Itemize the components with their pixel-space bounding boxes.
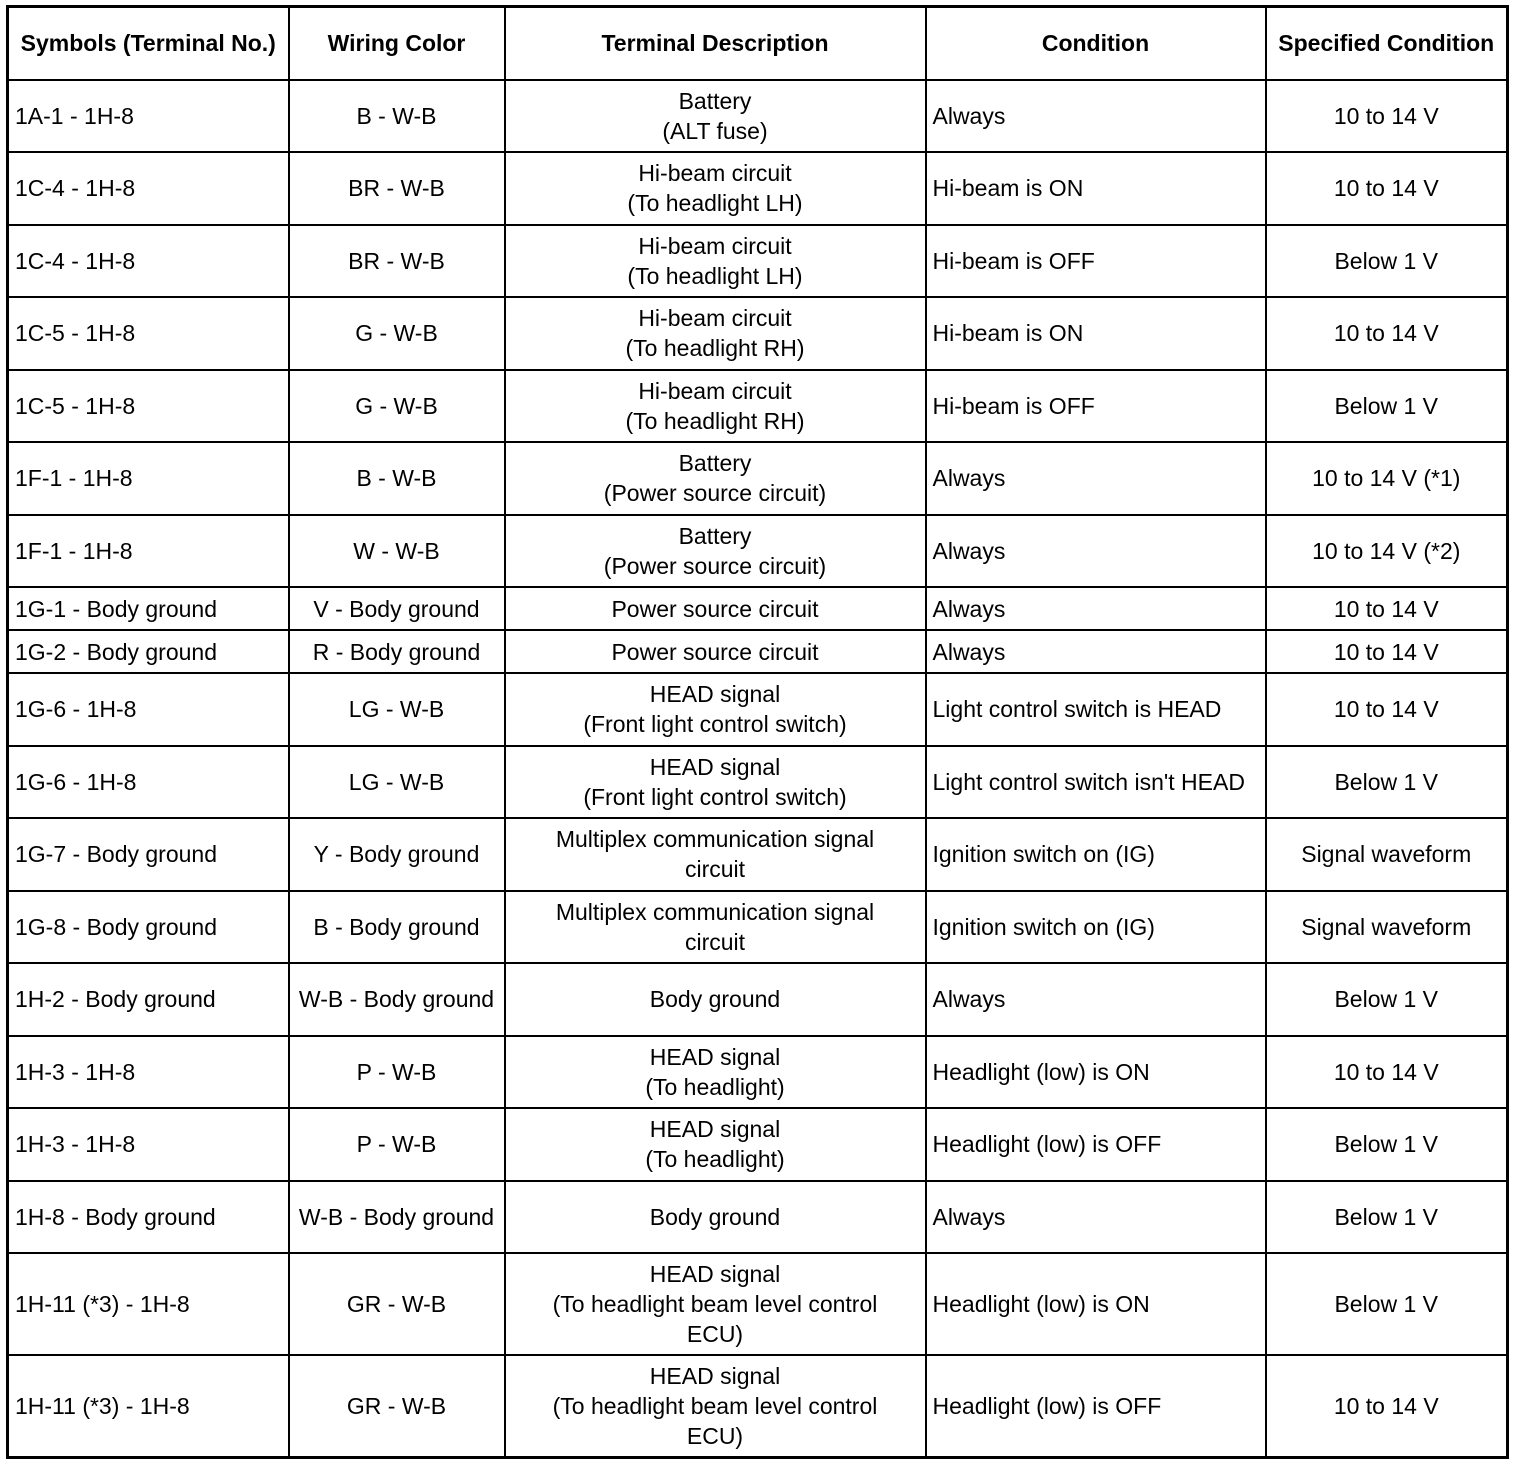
table-row: [8, 225, 1508, 298]
description-line: Battery: [678, 522, 752, 549]
cell-wiring-color: GR - W-B: [289, 1253, 505, 1355]
description-line: Body ground: [649, 1203, 781, 1230]
table-row: [8, 891, 1508, 964]
table-row: [8, 1355, 1508, 1457]
description-line: Hi-beam circuit: [638, 232, 792, 259]
description-line: (Front light control switch): [583, 711, 847, 738]
cell-terminal-description: [505, 963, 926, 1036]
cell-condition: Always: [926, 515, 1266, 588]
cell-terminal-description: [505, 225, 926, 298]
cell-terminal-description: [505, 80, 926, 153]
cell-terminal-description: [505, 297, 926, 370]
cell-condition: Always: [926, 442, 1266, 515]
cell-symbols: 1F-1 - 1H-8: [8, 442, 289, 515]
cell-terminal-description: [505, 673, 926, 746]
cell-wiring-color: G - W-B: [289, 297, 505, 370]
description-line: HEAD signal: [649, 1261, 781, 1287]
cell-condition: Ignition switch on (IG): [926, 818, 1266, 891]
description-line: Power source circuit: [611, 595, 819, 622]
table-row: [8, 152, 1508, 225]
description-line: (To headlight): [645, 1073, 785, 1100]
cell-terminal-description: [505, 515, 926, 588]
cell-wiring-color: BR - W-B: [289, 152, 505, 225]
description-line: ECU): [686, 1321, 744, 1347]
description-line: (To headlight beam level control: [552, 1392, 878, 1419]
description-line: (Power source circuit): [603, 552, 827, 579]
cell-wiring-color: B - W-B: [289, 80, 505, 153]
cell-specified-condition: 10 to 14 V: [1266, 587, 1508, 630]
table-row: [8, 515, 1508, 588]
description-line: Hi-beam circuit: [638, 377, 792, 404]
description-line: (To headlight RH): [625, 407, 805, 434]
description-line: (To headlight LH): [627, 262, 803, 289]
cell-symbols: 1G-6 - 1H-8: [8, 673, 289, 746]
cell-terminal-description: [505, 1253, 926, 1355]
header-condition: Condition: [926, 7, 1266, 80]
cell-terminal-description: [505, 587, 926, 630]
cell-wiring-color: W-B - Body ground: [289, 963, 505, 1036]
cell-symbols: 1G-1 - Body ground: [8, 587, 289, 630]
cell-condition: Ignition switch on (IG): [926, 891, 1266, 964]
description-line: Multiplex communication signal: [555, 826, 875, 853]
description-line: circuit: [684, 928, 746, 955]
description-line: Multiplex communication signal: [555, 898, 875, 925]
cell-condition: Light control switch isn't HEAD: [926, 746, 1266, 819]
description-line: HEAD signal: [649, 1362, 781, 1389]
header-row: [8, 7, 1508, 80]
cell-terminal-description: [505, 630, 926, 673]
cell-condition: Headlight (low) is ON: [926, 1036, 1266, 1109]
table-row: [8, 963, 1508, 1036]
header-symbols: Symbols (Terminal No.): [8, 7, 289, 80]
cell-condition: Headlight (low) is ON: [926, 1253, 1266, 1355]
cell-condition: Hi-beam is OFF: [926, 370, 1266, 443]
cell-terminal-description: [505, 1036, 926, 1109]
cell-specified-condition: Signal waveform: [1266, 818, 1508, 891]
description-line: Battery: [678, 450, 752, 477]
cell-symbols: 1F-1 - 1H-8: [8, 515, 289, 588]
cell-specified-condition: Below 1 V: [1266, 1253, 1508, 1355]
description-line: (Power source circuit): [603, 480, 827, 507]
cell-wiring-color: W-B - Body ground: [289, 1181, 505, 1254]
description-line: HEAD signal: [649, 1043, 781, 1070]
description-line: circuit: [684, 856, 746, 883]
cell-terminal-description: [505, 1108, 926, 1181]
cell-terminal-description: [505, 370, 926, 443]
description-line: (ALT fuse): [662, 117, 768, 144]
cell-condition: Always: [926, 80, 1266, 153]
table-row: [8, 370, 1508, 443]
cell-specified-condition: Below 1 V: [1266, 225, 1508, 298]
table-row: [8, 1108, 1508, 1181]
table-row: [8, 442, 1508, 515]
table-row: [8, 297, 1508, 370]
cell-wiring-color: Y - Body ground: [289, 818, 505, 891]
cell-wiring-color: B - W-B: [289, 442, 505, 515]
description-line: Hi-beam circuit: [638, 160, 792, 187]
table-row: [8, 746, 1508, 819]
description-line: Power source circuit: [611, 638, 819, 665]
cell-wiring-color: P - W-B: [289, 1036, 505, 1109]
cell-wiring-color: R - Body ground: [289, 630, 505, 673]
cell-symbols: 1H-11 (*3) - 1H-8: [8, 1253, 289, 1355]
cell-symbols: 1H-11 (*3) - 1H-8: [8, 1355, 289, 1457]
cell-specified-condition: 10 to 14 V: [1266, 630, 1508, 673]
cell-symbols: 1C-4 - 1H-8: [8, 225, 289, 298]
cell-specified-condition: 10 to 14 V (*2): [1266, 515, 1508, 588]
cell-terminal-description: [505, 746, 926, 819]
description-line: HEAD signal: [649, 753, 781, 780]
cell-symbols: 1G-6 - 1H-8: [8, 746, 289, 819]
cell-wiring-color: GR - W-B: [289, 1355, 505, 1457]
cell-specified-condition: Below 1 V: [1266, 746, 1508, 819]
cell-symbols: 1H-3 - 1H-8: [8, 1036, 289, 1109]
description-line: ECU): [686, 1422, 744, 1449]
cell-condition: Always: [926, 963, 1266, 1036]
cell-specified-condition: Below 1 V: [1266, 1108, 1508, 1181]
cell-symbols: 1G-8 - Body ground: [8, 891, 289, 964]
cell-specified-condition: 10 to 14 V: [1266, 1355, 1508, 1457]
cell-terminal-description: [505, 818, 926, 891]
cell-terminal-description: [505, 442, 926, 515]
cell-specified-condition: Below 1 V: [1266, 370, 1508, 443]
description-line: (To headlight): [645, 1146, 785, 1173]
cell-specified-condition: Signal waveform: [1266, 891, 1508, 964]
cell-symbols: 1C-5 - 1H-8: [8, 297, 289, 370]
cell-symbols: 1H-3 - 1H-8: [8, 1108, 289, 1181]
cell-wiring-color: G - W-B: [289, 370, 505, 443]
cell-condition: Headlight (low) is OFF: [926, 1355, 1266, 1457]
description-line: (To headlight beam level control: [552, 1291, 878, 1317]
cell-specified-condition: 10 to 14 V: [1266, 1036, 1508, 1109]
description-line: Battery: [678, 87, 752, 114]
cell-terminal-description: [505, 1355, 926, 1457]
cell-symbols: 1H-8 - Body ground: [8, 1181, 289, 1254]
cell-specified-condition: Below 1 V: [1266, 1181, 1508, 1254]
table-row: [8, 80, 1508, 153]
cell-specified-condition: 10 to 14 V (*1): [1266, 442, 1508, 515]
cell-specified-condition: 10 to 14 V: [1266, 673, 1508, 746]
table-row: [8, 1181, 1508, 1254]
description-line: (To headlight RH): [625, 335, 805, 362]
cell-wiring-color: P - W-B: [289, 1108, 505, 1181]
table-row: [8, 587, 1508, 630]
cell-wiring-color: LG - W-B: [289, 746, 505, 819]
description-line: (Front light control switch): [583, 783, 847, 810]
description-line: Body ground: [649, 986, 781, 1013]
description-line: Hi-beam circuit: [638, 305, 792, 332]
cell-wiring-color: BR - W-B: [289, 225, 505, 298]
cell-terminal-description: [505, 1181, 926, 1254]
cell-wiring-color: B - Body ground: [289, 891, 505, 964]
header-wiring-color: Wiring Color: [289, 7, 505, 80]
table-row: [8, 1036, 1508, 1109]
table-row: [8, 673, 1508, 746]
cell-condition: Headlight (low) is OFF: [926, 1108, 1266, 1181]
cell-condition: Always: [926, 630, 1266, 673]
cell-symbols: 1C-4 - 1H-8: [8, 152, 289, 225]
cell-terminal-description: [505, 891, 926, 964]
cell-wiring-color: V - Body ground: [289, 587, 505, 630]
cell-specified-condition: Below 1 V: [1266, 963, 1508, 1036]
cell-condition: Hi-beam is ON: [926, 152, 1266, 225]
cell-specified-condition: 10 to 14 V: [1266, 152, 1508, 225]
description-line: (To headlight LH): [627, 190, 803, 217]
cell-symbols: 1G-2 - Body ground: [8, 630, 289, 673]
cell-wiring-color: LG - W-B: [289, 673, 505, 746]
description-line: HEAD signal: [649, 1116, 781, 1143]
table-body: [8, 80, 1508, 1458]
cell-wiring-color: W - W-B: [289, 515, 505, 588]
cell-specified-condition: 10 to 14 V: [1266, 80, 1508, 153]
table-row: [8, 630, 1508, 673]
cell-symbols: 1H-2 - Body ground: [8, 963, 289, 1036]
cell-condition: Light control switch is HEAD: [926, 673, 1266, 746]
cell-symbols: 1A-1 - 1H-8: [8, 80, 289, 153]
cell-terminal-description: [505, 152, 926, 225]
header-terminal-description: Terminal Description: [505, 7, 926, 80]
cell-condition: Always: [926, 1181, 1266, 1254]
cell-symbols: 1G-7 - Body ground: [8, 818, 289, 891]
cell-symbols: 1C-5 - 1H-8: [8, 370, 289, 443]
cell-specified-condition: 10 to 14 V: [1266, 297, 1508, 370]
cell-condition: Hi-beam is ON: [926, 297, 1266, 370]
table-row: [8, 1253, 1508, 1355]
terminal-table: [6, 5, 1509, 1459]
cell-condition: Always: [926, 587, 1266, 630]
header-specified-condition: Specified Condition: [1266, 7, 1508, 80]
description-line: HEAD signal: [649, 681, 781, 708]
table-row: [8, 818, 1508, 891]
cell-condition: Hi-beam is OFF: [926, 225, 1266, 298]
